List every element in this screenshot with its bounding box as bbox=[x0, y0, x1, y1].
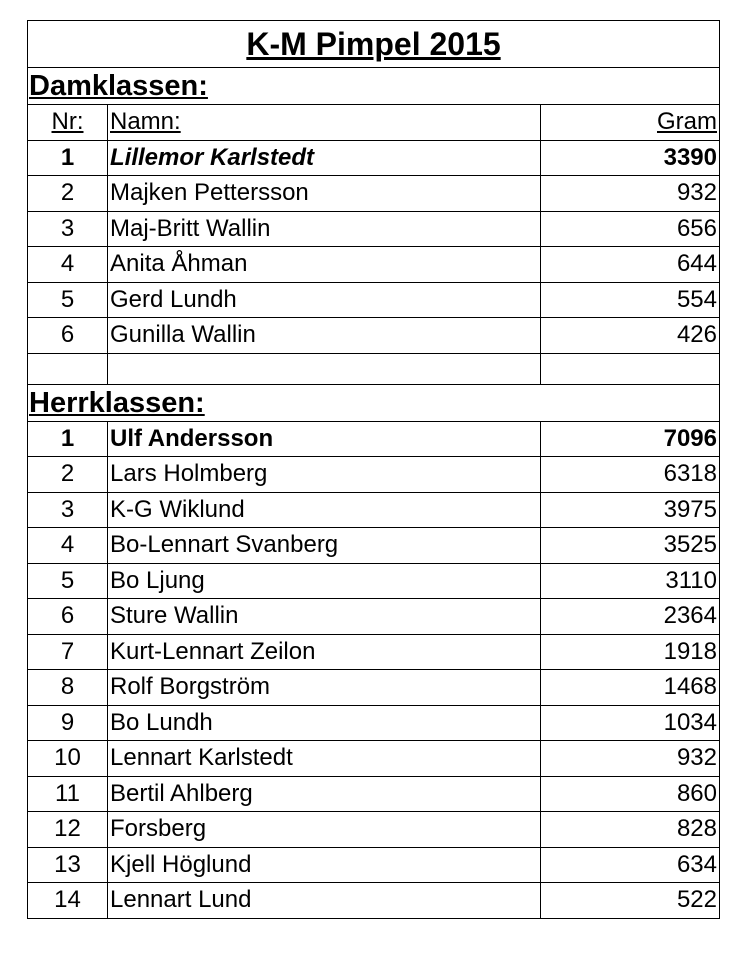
rank-cell: 12 bbox=[28, 812, 108, 848]
gram-cell: 3110 bbox=[541, 563, 720, 599]
rank-cell: 11 bbox=[28, 776, 108, 812]
gram-cell: 2364 bbox=[541, 599, 720, 635]
name-cell: Lennart Lund bbox=[108, 883, 541, 919]
name-cell: Bo Ljung bbox=[108, 563, 541, 599]
name-cell: Bo-Lennart Svanberg bbox=[108, 528, 541, 564]
name-cell: Lillemor Karlstedt bbox=[108, 140, 541, 176]
table-row bbox=[28, 599, 720, 635]
table-row bbox=[28, 421, 720, 457]
name-cell: Bo Lundh bbox=[108, 705, 541, 741]
name-cell: Maj-Britt Wallin bbox=[108, 211, 541, 247]
name-cell: Majken Pettersson bbox=[108, 176, 541, 212]
page-title: K-M Pimpel 2015 bbox=[28, 21, 720, 68]
table-row bbox=[28, 670, 720, 706]
name-cell: Lars Holmberg bbox=[108, 457, 541, 493]
rank-cell: 2 bbox=[28, 176, 108, 212]
gram-cell: 3525 bbox=[541, 528, 720, 564]
name-cell: Gerd Lundh bbox=[108, 282, 541, 318]
gram-cell: 522 bbox=[541, 883, 720, 919]
rank-cell: 6 bbox=[28, 318, 108, 354]
section-title-herr: Herrklassen: bbox=[28, 384, 720, 421]
table-row bbox=[28, 883, 720, 919]
rank-cell: 8 bbox=[28, 670, 108, 706]
rank-cell: 3 bbox=[28, 211, 108, 247]
gram-cell: 7096 bbox=[541, 421, 720, 457]
rank-cell: 3 bbox=[28, 492, 108, 528]
results-table bbox=[27, 20, 720, 919]
section-row-dam bbox=[28, 68, 720, 105]
rank-cell: 1 bbox=[28, 140, 108, 176]
name-cell: Anita Åhman bbox=[108, 247, 541, 283]
rank-cell: 9 bbox=[28, 705, 108, 741]
table-row bbox=[28, 705, 720, 741]
gram-cell: 1034 bbox=[541, 705, 720, 741]
table-row bbox=[28, 776, 720, 812]
rank-cell: 6 bbox=[28, 599, 108, 635]
rank-cell: 5 bbox=[28, 563, 108, 599]
table-row bbox=[28, 211, 720, 247]
gram-cell: 644 bbox=[541, 247, 720, 283]
table-row bbox=[28, 457, 720, 493]
rank-cell: 13 bbox=[28, 847, 108, 883]
gram-cell: 426 bbox=[541, 318, 720, 354]
table-row bbox=[28, 528, 720, 564]
rank-cell: 2 bbox=[28, 457, 108, 493]
column-header-nr: Nr: bbox=[28, 105, 108, 141]
name-cell: Forsberg bbox=[108, 812, 541, 848]
blank-cell bbox=[108, 353, 541, 384]
name-cell: Rolf Borgström bbox=[108, 670, 541, 706]
name-cell: Gunilla Wallin bbox=[108, 318, 541, 354]
name-cell: Ulf Andersson bbox=[108, 421, 541, 457]
rank-cell: 4 bbox=[28, 247, 108, 283]
gram-cell: 828 bbox=[541, 812, 720, 848]
rank-cell: 14 bbox=[28, 883, 108, 919]
table-row bbox=[28, 847, 720, 883]
table-row bbox=[28, 741, 720, 777]
table-row bbox=[28, 140, 720, 176]
rank-cell: 5 bbox=[28, 282, 108, 318]
rank-cell: 7 bbox=[28, 634, 108, 670]
table-row bbox=[28, 318, 720, 354]
gram-cell: 1918 bbox=[541, 634, 720, 670]
table-row bbox=[28, 812, 720, 848]
column-header-row bbox=[28, 105, 720, 141]
table-row bbox=[28, 563, 720, 599]
blank-cell bbox=[541, 353, 720, 384]
table-row bbox=[28, 176, 720, 212]
gram-cell: 3390 bbox=[541, 140, 720, 176]
table-row bbox=[28, 492, 720, 528]
rank-cell: 1 bbox=[28, 421, 108, 457]
section-row-herr bbox=[28, 384, 720, 421]
gram-cell: 3975 bbox=[541, 492, 720, 528]
table-row bbox=[28, 247, 720, 283]
gram-cell: 6318 bbox=[541, 457, 720, 493]
blank-cell bbox=[28, 353, 108, 384]
section-title-dam: Damklassen: bbox=[28, 68, 720, 105]
table-row bbox=[28, 634, 720, 670]
name-cell: Sture Wallin bbox=[108, 599, 541, 635]
name-cell: Lennart Karlstedt bbox=[108, 741, 541, 777]
title-row bbox=[28, 21, 720, 68]
gram-cell: 1468 bbox=[541, 670, 720, 706]
name-cell: Kurt-Lennart Zeilon bbox=[108, 634, 541, 670]
name-cell: Kjell Höglund bbox=[108, 847, 541, 883]
gram-cell: 554 bbox=[541, 282, 720, 318]
rank-cell: 10 bbox=[28, 741, 108, 777]
rank-cell: 4 bbox=[28, 528, 108, 564]
gram-cell: 932 bbox=[541, 741, 720, 777]
gram-cell: 656 bbox=[541, 211, 720, 247]
name-cell: K-G Wiklund bbox=[108, 492, 541, 528]
column-header-gram: Gram bbox=[541, 105, 720, 141]
gram-cell: 932 bbox=[541, 176, 720, 212]
gram-cell: 860 bbox=[541, 776, 720, 812]
gram-cell: 634 bbox=[541, 847, 720, 883]
column-header-name: Namn: bbox=[108, 105, 541, 141]
name-cell: Bertil Ahlberg bbox=[108, 776, 541, 812]
blank-row bbox=[28, 353, 720, 384]
table-row bbox=[28, 282, 720, 318]
